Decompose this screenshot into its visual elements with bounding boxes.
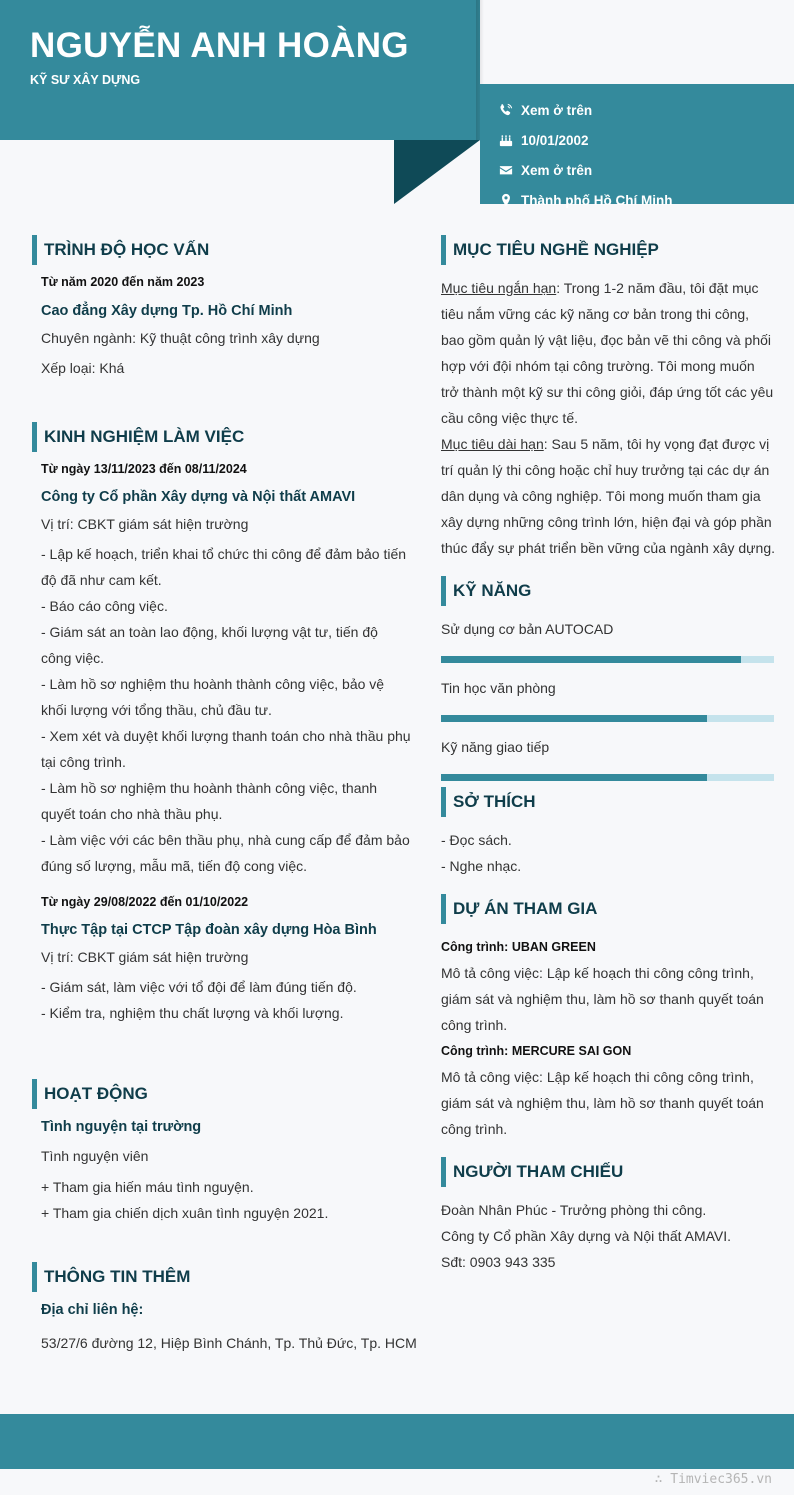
job-position: Vị trí: CBKT giám sát hiện trường — [41, 949, 249, 965]
projects-title: DỰ ÁN THAM GIA — [453, 899, 598, 918]
contact-birthday-text: 10/01/2002 — [521, 132, 589, 148]
skill-level-bar — [441, 715, 774, 722]
job-position: Vị trí: CBKT giám sát hiện trường — [41, 516, 249, 532]
activities-title: HOẠT ĐỘNG — [44, 1084, 148, 1103]
reference-line: Sđt: 0903 943 335 — [441, 1254, 556, 1270]
activities-heading — [32, 1079, 412, 1109]
skill-level-fill — [441, 656, 741, 663]
heading-accent-bar — [441, 576, 446, 606]
more-info-label: Địa chỉ liên hệ: — [41, 1302, 144, 1318]
skill-name: Tin học văn phòng — [441, 680, 556, 696]
more-info-address: 53/27/6 đường 12, Hiệp Bình Chánh, Tp. Thủ Đức, Tp. HCM — [41, 1335, 417, 1351]
activity-item: + Tham gia hiến máu tình nguyện. — [41, 1179, 254, 1195]
references-heading — [441, 1157, 776, 1187]
job-duty: - Giám sát, làm việc với tổ đội để làm đúng tiến độ. — [41, 979, 357, 995]
job-duty: - Làm hồ sơ nghiệm thu hoành thành công việc, thanh quyết toán cho nhà thầu phụ. — [41, 780, 378, 822]
contact-email-text: Xem ở trên — [521, 162, 593, 178]
footer-band — [0, 1414, 794, 1469]
hobby-item: - Đọc sách. — [441, 832, 512, 848]
project-name: Công trình: UBAN GREEN — [441, 940, 596, 954]
header-fold-decoration — [394, 140, 480, 204]
objective-heading — [441, 235, 776, 265]
education-heading — [32, 235, 412, 265]
birthday-cake-icon — [497, 133, 515, 147]
education-section — [32, 235, 412, 381]
job-duty: - Kiểm tra, nghiệm thu chất lượng và khối lượng. — [41, 1005, 344, 1021]
skills-title: KỸ NĂNG — [453, 581, 532, 600]
education-major: Chuyên ngành: Kỹ thuật công trình xây dựng — [41, 330, 320, 346]
objective-long-term-label: Mục tiêu dài hạn — [441, 436, 544, 452]
candidate-job-title: KỸ SƯ XÂY DỰNG — [30, 73, 141, 87]
objective-short-term — [441, 275, 776, 431]
project-description: Mô tả công việc: Lập kế hoạch thi công công trình, giám sát và nghiệm thu, làm hồ sơ thanh quyết toán công trình. — [441, 1069, 764, 1137]
education-school: Cao đẳng Xây dựng Tp. Hồ Chí Minh — [41, 303, 293, 319]
more-info-title: THÔNG TIN THÊM — [44, 1267, 191, 1286]
candidate-name: NGUYỄN ANH HOÀNG — [30, 26, 409, 65]
job-duty: - Lập kế hoạch, triển khai tổ chức thi công để đảm bảo tiến độ đã như cam kết. — [41, 546, 407, 588]
skill-name: Sử dụng cơ bản AUTOCAD — [441, 621, 614, 637]
job-duty: - Giám sát an toàn lao động, khối lượng vật tư, tiến độ công việc. — [41, 624, 378, 666]
contact-list — [497, 95, 672, 215]
heading-accent-bar — [441, 894, 446, 924]
header-band — [0, 0, 480, 140]
envelope-icon — [497, 163, 515, 177]
objective-short-term-label: Mục tiêu ngắn hạn — [441, 280, 557, 296]
skill-level-fill — [441, 774, 707, 781]
contact-phone — [497, 95, 672, 125]
contact-email — [497, 155, 672, 185]
watermark: ∴ Timviec365.vn — [654, 1472, 772, 1487]
reference-line: Công ty Cổ phần Xây dựng và Nội thất AMAVI. — [441, 1228, 732, 1244]
objective-long-term-text: : Sau 5 năm, tôi hy vọng đạt được vị trí quản lý thi công hoặc chỉ huy trưởng tại các dự án dân dụng và công nghiệp. Tôi mong muốn tham gia xây dựng những công trình lớn, hiện đại và góp phần thúc đẩy sự phát triển bền vững của ngành xây dựng. — [441, 436, 775, 556]
heading-accent-bar — [32, 235, 37, 265]
skill-list — [441, 616, 776, 781]
objective-section — [441, 235, 776, 561]
hobbies-heading — [441, 787, 776, 817]
objective-short-term-text: : Trong 1-2 năm đầu, tôi đặt mục tiêu nắm vững các kỹ năng cơ bản trong thi công, bao gồm quản lý vật liệu, đọc bản vẽ thi công và phối hợp với đội nhóm tại công trường. Tôi mong muốn trở thành một kỹ sư thi công giỏi, đáp ứng tốt các yêu cầu công việc thực tế. — [441, 280, 774, 426]
heading-accent-bar — [32, 422, 37, 452]
objective-title: MỤC TIÊU NGHỀ NGHIỆP — [453, 240, 659, 259]
hobbies-section — [441, 787, 776, 879]
reference-line: Đoàn Nhân Phúc - Trưởng phòng thi công. — [441, 1202, 707, 1218]
job-period: Từ ngày 29/08/2022 đến 01/10/2022 — [41, 895, 249, 909]
hobby-item: - Nghe nhạc. — [441, 858, 522, 874]
project-name: Công trình: MERCURE SAI GON — [441, 1044, 632, 1058]
skill-level-bar — [441, 774, 774, 781]
projects-section — [441, 894, 776, 1142]
job-duty: - Làm việc với các bên thầu phụ, nhà cung cấp để đảm bảo đúng số lượng, mẫu mã, tiến độ cong việc. — [41, 832, 410, 874]
experience-title: KINH NGHIỆM LÀM VIỆC — [44, 427, 245, 446]
job-company: Công ty Cổ phần Xây dựng và Nội thất AMAVI — [41, 489, 356, 505]
more-info-heading — [32, 1262, 422, 1292]
skills-section — [441, 576, 776, 793]
contact-phone-text: Xem ở trên — [521, 102, 593, 118]
heading-accent-bar — [32, 1262, 37, 1292]
heading-accent-bar — [441, 235, 446, 265]
projects-heading — [441, 894, 776, 924]
job-duty: - Báo cáo công việc. — [41, 598, 168, 614]
experience-section — [32, 422, 412, 1026]
project-description: Mô tả công việc: Lập kế hoạch thi công công trình, giám sát và nghiệm thu, làm hồ sơ thanh quyết toán công trình. — [441, 965, 764, 1033]
heading-accent-bar — [32, 1079, 37, 1109]
references-section — [441, 1157, 776, 1275]
contact-birthday — [497, 125, 672, 155]
more-info-section — [32, 1262, 422, 1356]
contact-address-text: Thành phố Hồ Chí Minh — [521, 192, 673, 208]
education-grade: Xếp loại: Khá — [41, 360, 125, 376]
skill-level-bar — [441, 656, 774, 663]
job-company: Thực Tập tại CTCP Tập đoàn xây dựng Hòa Bình — [41, 922, 377, 938]
education-period: Từ năm 2020 đến năm 2023 — [41, 275, 205, 289]
heading-accent-bar — [441, 787, 446, 817]
experience-heading — [32, 422, 412, 452]
phone-icon — [497, 103, 515, 117]
activities-section — [32, 1079, 412, 1226]
map-pin-icon — [497, 193, 515, 207]
hobbies-title: SỞ THÍCH — [453, 792, 536, 811]
heading-accent-bar — [441, 1157, 446, 1187]
job-duty: - Làm hồ sơ nghiệm thu hoành thành công việc, bảo vệ khối lượng với tổng thầu, chủ đầu tư. — [41, 676, 385, 718]
skills-heading — [441, 576, 776, 606]
job-period: Từ ngày 13/11/2023 đến 08/11/2024 — [41, 462, 247, 476]
skill-name: Kỹ năng giao tiếp — [441, 739, 550, 755]
skill-level-fill — [441, 715, 707, 722]
job-duty: - Xem xét và duyệt khối lượng thanh toán cho nhà thầu phụ tại công trình. — [41, 728, 411, 770]
education-title: TRÌNH ĐỘ HỌC VẤN — [44, 240, 210, 259]
objective-long-term — [441, 431, 776, 561]
activity-organization: Tình nguyện tại trường — [41, 1119, 202, 1135]
activity-item: + Tham gia chiến dịch xuân tình nguyện 2021. — [41, 1205, 329, 1221]
references-title: NGƯỜI THAM CHIẾU — [453, 1162, 624, 1181]
contact-address — [497, 185, 672, 215]
activity-role: Tình nguyện viên — [41, 1148, 149, 1164]
